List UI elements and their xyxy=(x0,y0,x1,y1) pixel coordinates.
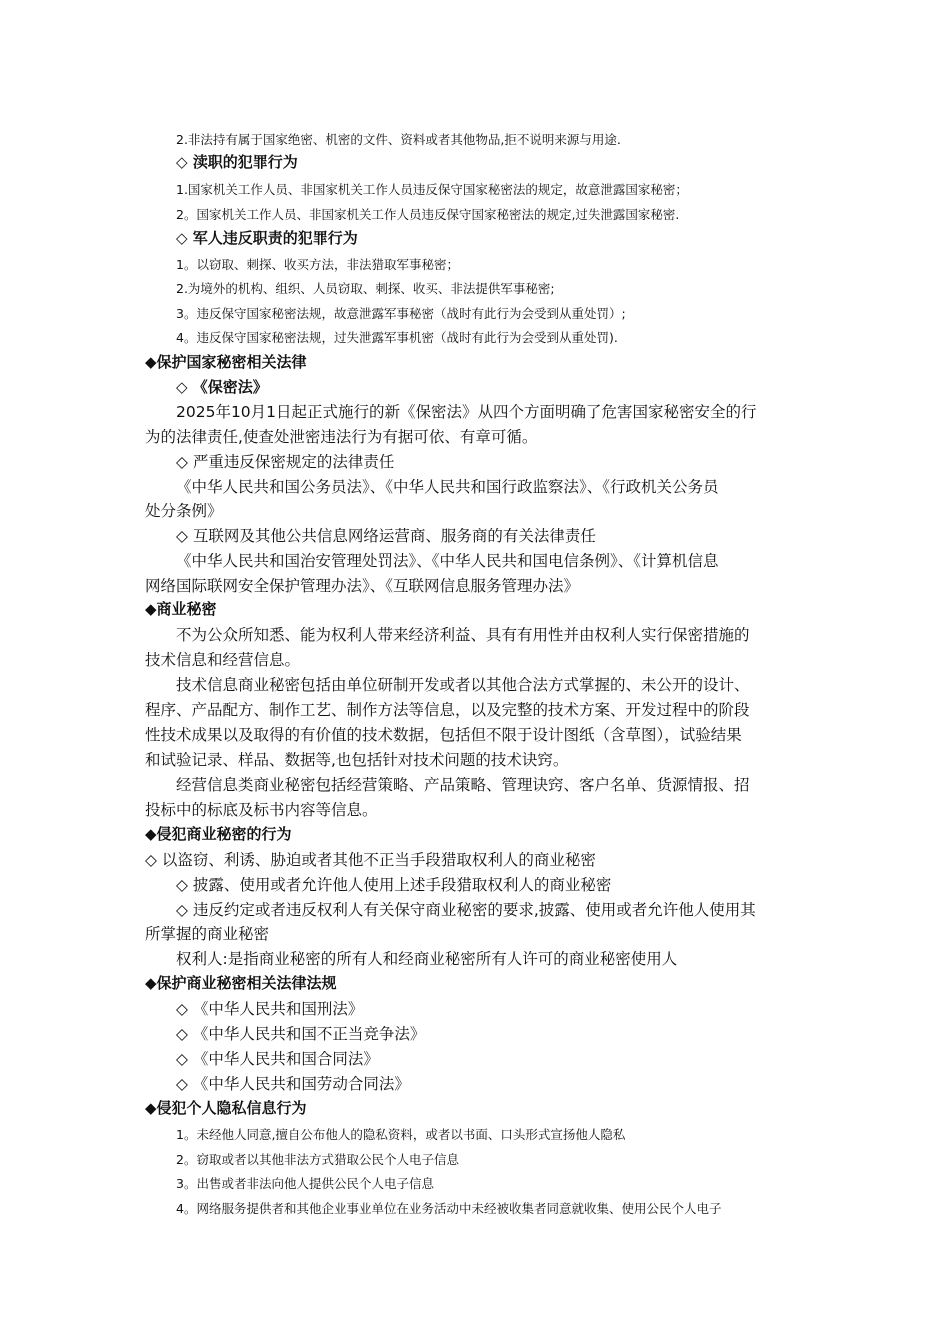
list-item: 2.非法持有属于国家绝密、机密的文件、资料或者其他物品,拒不说明来源与用途. xyxy=(176,132,621,147)
paragraph-line: 《中华人民共和国公务员法》、《中华人民共和国行政监察法》、《行政机关公务员 xyxy=(176,478,719,496)
list-item: 1。未经他人同意,擅自公布他人的隐私资料，或者以书面、口头形式宣扬他人隐私 xyxy=(176,1127,626,1142)
list-item: 1.国家机关工作人员、非国家机关工作人员违反保守国家秘密法的规定，故意泄露国家秘密； xyxy=(176,182,688,197)
list-item: 4。网络服务提供者和其他企业事业单位在业务活动中未经被收集者同意就收集、使用公民个人电子 xyxy=(176,1201,722,1216)
paragraph-line: 2025年10月1日起正式施行的新《保密法》从四个方面明确了危害国家秘密安全的行 xyxy=(176,403,757,421)
paragraph-line: 处分条例》 xyxy=(145,502,223,520)
list-item: ◇ 以盗窃、利诱、胁迫或者其他不正当手段猎取权利人的商业秘密 xyxy=(145,851,596,869)
list-item: 2。窃取或者以其他非法方式猎取公民个人电子信息 xyxy=(176,1152,459,1167)
list-item: 3。违反保守国家秘密法规，故意泄露军事秘密（战时有此行为会受到从重处罚）; xyxy=(176,306,626,321)
paragraph-line: 技术信息和经营信息。 xyxy=(145,651,301,669)
list-item: ◇ 披露、使用或者允许他人使用上述手段猎取权利人的商业秘密 xyxy=(176,876,612,894)
subheading-military: ◇ 军人违反职责的犯罪行为 xyxy=(176,229,358,247)
list-item: ◇ 《中华人民共和国刑法》 xyxy=(176,1000,364,1018)
section-heading: ◆侵犯商业秘密的行为 xyxy=(145,825,292,843)
list-item: 2.为境外的机构、组织、人员窃取、刺探、收买、非法提供军事秘密; xyxy=(176,281,555,296)
section-heading: ◆保护商业秘密相关法律法规 xyxy=(145,974,337,992)
section-heading: ◆保护国家秘密相关法律 xyxy=(145,353,307,371)
paragraph-line: 权利人:是指商业秘密的所有人和经商业秘密所有人许可的商业秘密使用人 xyxy=(176,950,678,968)
section-heading: ◆侵犯个人隐私信息行为 xyxy=(145,1099,307,1117)
list-item: 所掌握的商业秘密 xyxy=(145,925,270,943)
paragraph-line: 投标中的标底及标书内容等信息。 xyxy=(145,801,378,819)
subheading-line: ◇ 严重违反保密规定的法律责任 xyxy=(176,453,395,471)
list-item: 1。以窃取、刺探、收买方法，非法猎取军事秘密； xyxy=(176,257,459,272)
list-item: 2。国家机关工作人员、非国家机关工作人员违反保守国家秘密法的规定,过失泄露国家秘密. xyxy=(176,207,680,222)
paragraph-line: 经营信息类商业秘密包括经营策略、产品策略、管理诀窍、客户名单、货源情报、招 xyxy=(176,776,750,794)
list-item: ◇ 《中华人民共和国不正当竞争法》 xyxy=(176,1025,426,1043)
list-item: ◇ 《中华人民共和国劳动合同法》 xyxy=(176,1075,410,1093)
section-heading: ◆商业秘密 xyxy=(145,600,217,618)
paragraph-line: 性技术成果以及取得的有价值的技术数据，包括但不限于设计图纸（含草图），试验结果 xyxy=(145,726,742,744)
list-item: ◇ 《中华人民共和国合同法》 xyxy=(176,1050,379,1068)
paragraph-line: 网络国际联网安全保护管理办法》、《互联网信息服务管理办法》 xyxy=(145,577,580,595)
paragraph-line: 不为公众所知悉、能为权利人带来经济利益、具有有用性并由权利人实行保密措施的 xyxy=(176,626,750,644)
paragraph-line: 技术信息商业秘密包括由单位研制开发或者以其他合法方式掌握的、未公开的设计、 xyxy=(176,676,750,694)
paragraph-line: 和试验记录、样品、数据等,也包括针对技术问题的技术诀窍。 xyxy=(145,751,569,769)
paragraph-line: 《中华人民共和国治安管理处罚法》、《中华人民共和国电信条例》、《计算机信息 xyxy=(176,552,719,570)
paragraph-line: 为的法律责任,使查处泄密违法行为有据可依、有章可循。 xyxy=(145,428,538,446)
list-item: ◇ 违反约定或者违反权利人有关保守商业秘密的要求,披露、使用或者允许他人使用其 xyxy=(176,901,756,919)
subheading-dereliction: ◇ 渎职的犯罪行为 xyxy=(176,153,298,171)
subheading-line: ◇ 互联网及其他公共信息网络运营商、服务商的有关法律责任 xyxy=(176,527,596,545)
subheading-secrecy-law: ◇ 《保密法》 xyxy=(176,378,268,396)
list-item: 3。出售或者非法向他人提供公民个人电子信息 xyxy=(176,1176,434,1191)
list-item: 4。违反保守国家秘密法规，过失泄露军事机密（战时有此行为会受到从重处罚). xyxy=(176,330,618,345)
paragraph-line: 程序、产品配方、制作工艺、制作方法等信息，以及完整的技术方案、开发过程中的阶段 xyxy=(145,701,750,719)
